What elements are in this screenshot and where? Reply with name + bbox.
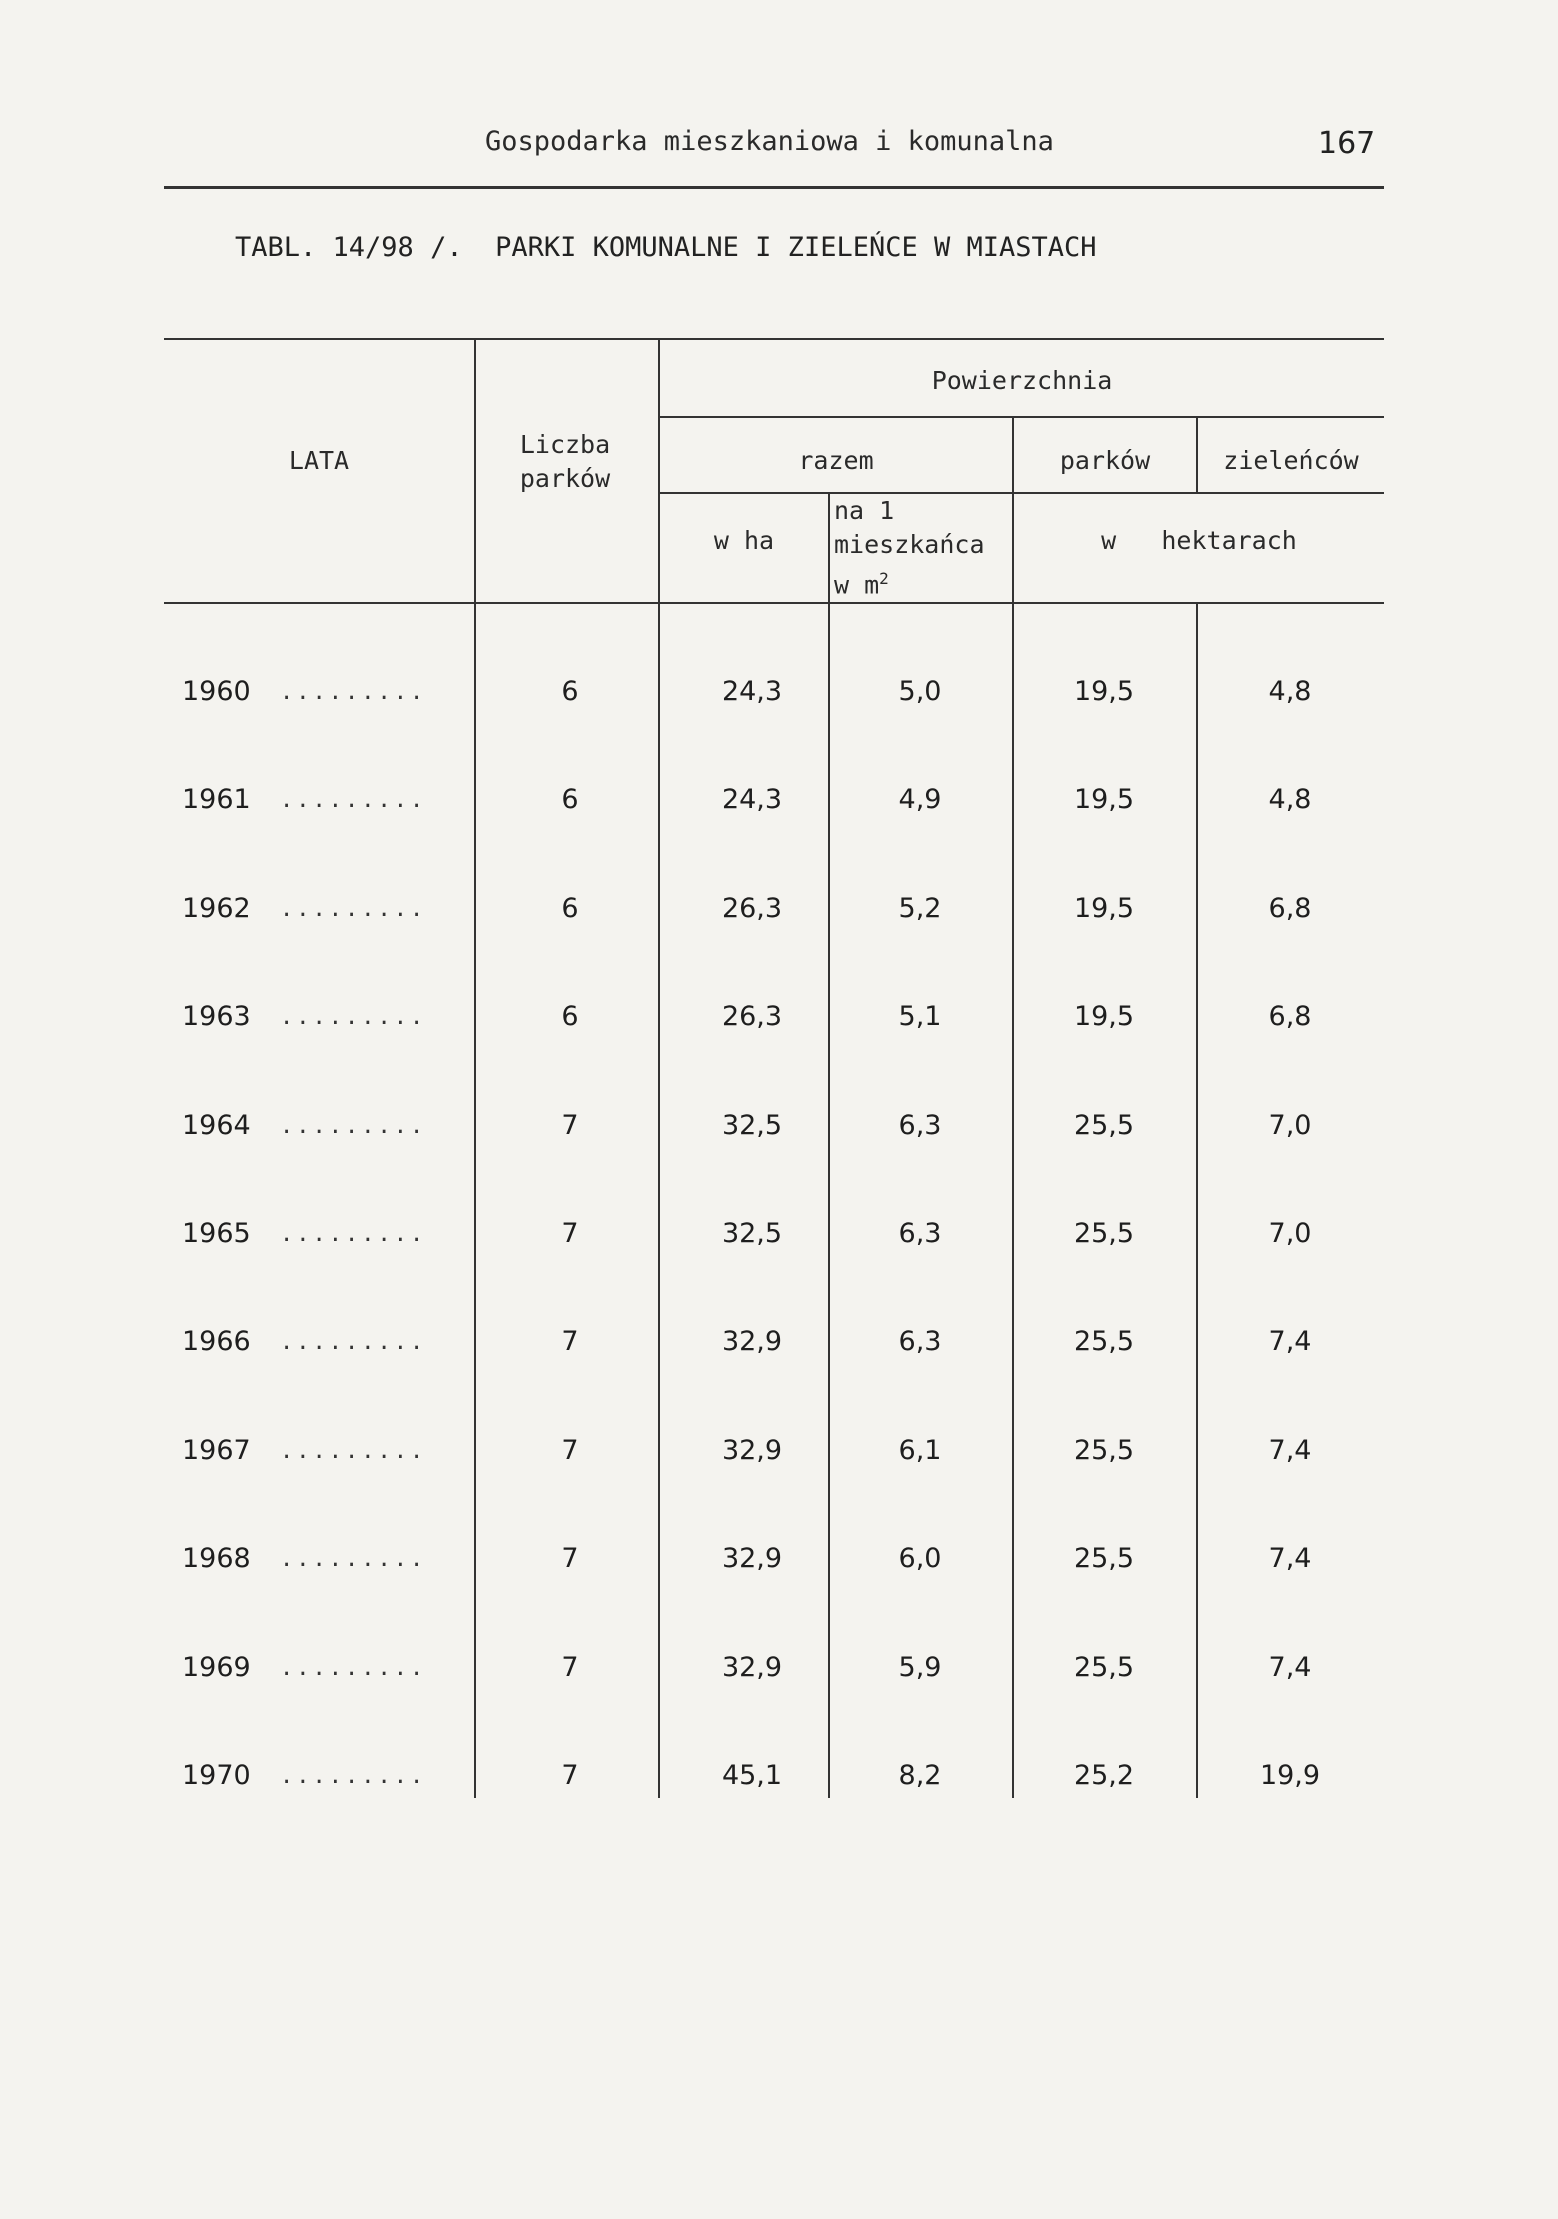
cell-year: 1960 — [182, 676, 251, 707]
header-w-hektarach: w hektarach — [1101, 526, 1297, 555]
leader-dots: ......... — [280, 680, 427, 705]
cell-parkow: 25,5 — [1073, 1218, 1135, 1249]
cell-liczba-parkow: 7 — [561, 1110, 579, 1141]
cell-liczba-parkow: 7 — [561, 1760, 579, 1791]
cell-zielencow: 4,8 — [1268, 676, 1312, 707]
cell-liczba-parkow: 7 — [561, 1543, 579, 1574]
cell-w-ha: 32,5 — [721, 1110, 783, 1141]
leader-dots: ......... — [280, 1547, 427, 1572]
cell-na-1-mieszkanca: 8,2 — [898, 1760, 942, 1791]
header-zielencow: zieleńców — [1223, 446, 1359, 475]
cell-zielencow: 7,0 — [1268, 1110, 1312, 1141]
table-row — [0, 1435, 1558, 1495]
cell-zielencow: 7,0 — [1268, 1218, 1312, 1249]
header-bottom-rule — [164, 602, 1384, 604]
cell-parkow: 19,5 — [1073, 893, 1135, 924]
cell-parkow: 25,5 — [1073, 1326, 1135, 1357]
table-title: TABL. 14/98 /. PARKI KOMUNALNE I ZIELEŃCE W MIASTACH — [235, 232, 1097, 263]
cell-liczba-parkow: 6 — [561, 893, 579, 924]
cell-zielencow: 7,4 — [1268, 1543, 1312, 1574]
cell-parkow: 19,5 — [1073, 784, 1135, 815]
cell-year: 1969 — [182, 1652, 251, 1683]
cell-parkow: 25,5 — [1073, 1543, 1135, 1574]
cell-zielencow: 6,8 — [1268, 893, 1312, 924]
header-parkow: parków — [1059, 446, 1151, 475]
cell-year: 1963 — [182, 1001, 251, 1032]
leader-dots: ......... — [280, 1764, 427, 1789]
table-row — [0, 676, 1558, 736]
cell-year: 1968 — [182, 1543, 251, 1574]
leader-dots: ......... — [280, 788, 427, 813]
table-row — [0, 1652, 1558, 1712]
cell-na-1-mieszkanca: 5,1 — [898, 1001, 942, 1032]
cell-na-1-mieszkanca: 6,3 — [898, 1110, 942, 1141]
cell-zielencow: 7,4 — [1268, 1326, 1312, 1357]
cell-w-ha: 32,9 — [721, 1543, 783, 1574]
cell-na-1-mieszkanca: 6,3 — [898, 1326, 942, 1357]
running-head-title: Gospodarka mieszkaniowa i komunalna — [485, 126, 1054, 157]
cell-liczba-parkow: 6 — [561, 784, 579, 815]
cell-zielencow: 6,8 — [1268, 1001, 1312, 1032]
cell-na-1-mieszkanca: 6,1 — [898, 1435, 942, 1466]
header-liczba-parkow: Liczba parków — [519, 430, 611, 493]
cell-w-ha: 26,3 — [721, 1001, 783, 1032]
col-rule-parkow-body — [1196, 602, 1198, 1798]
header-powierzchnia: Powierzchnia — [931, 366, 1113, 395]
leader-dots: ......... — [280, 1222, 427, 1247]
cell-liczba-parkow: 6 — [561, 1001, 579, 1032]
table-row — [0, 1543, 1558, 1603]
cell-parkow: 25,2 — [1073, 1760, 1135, 1791]
header-na-1-mieszkanca-sup: 2 — [879, 569, 889, 588]
header-lata: LATA — [288, 446, 350, 475]
cell-liczba-parkow: 6 — [561, 676, 579, 707]
leader-dots: ......... — [280, 897, 427, 922]
cell-year: 1964 — [182, 1110, 251, 1141]
powierzchnia-rule — [660, 416, 1384, 418]
table-row — [0, 1110, 1558, 1170]
cell-year: 1962 — [182, 893, 251, 924]
cell-zielencow: 4,8 — [1268, 784, 1312, 815]
cell-w-ha: 32,9 — [721, 1326, 783, 1357]
cell-year: 1967 — [182, 1435, 251, 1466]
cell-w-ha: 32,9 — [721, 1435, 783, 1466]
cell-parkow: 19,5 — [1073, 676, 1135, 707]
table-top-rule — [164, 338, 1384, 340]
cell-zielencow: 7,4 — [1268, 1652, 1312, 1683]
cell-liczba-parkow: 7 — [561, 1218, 579, 1249]
cell-parkow: 25,5 — [1073, 1652, 1135, 1683]
cell-na-1-mieszkanca: 5,0 — [898, 676, 942, 707]
table-row — [0, 1218, 1558, 1278]
cell-year: 1970 — [182, 1760, 251, 1791]
cell-parkow: 25,5 — [1073, 1110, 1135, 1141]
cell-w-ha: 24,3 — [721, 676, 783, 707]
cell-liczba-parkow: 7 — [561, 1435, 579, 1466]
cell-na-1-mieszkanca: 5,2 — [898, 893, 942, 924]
table-row — [0, 893, 1558, 953]
cell-na-1-mieszkanca: 5,9 — [898, 1652, 942, 1683]
page-number: 167 — [1318, 126, 1376, 161]
cell-na-1-mieszkanca: 4,9 — [898, 784, 942, 815]
header-w-ha: w ha — [713, 526, 775, 555]
cell-year: 1966 — [182, 1326, 251, 1357]
cell-year: 1961 — [182, 784, 251, 815]
table-row — [0, 784, 1558, 844]
leader-dots: ......... — [280, 1330, 427, 1355]
header-razem: razem — [798, 446, 874, 475]
leader-dots: ......... — [280, 1439, 427, 1464]
cell-w-ha: 26,3 — [721, 893, 783, 924]
leader-dots: ......... — [280, 1005, 427, 1030]
cell-year: 1965 — [182, 1218, 251, 1249]
header-na-1-mieszkanca — [834, 494, 1004, 602]
cell-parkow: 19,5 — [1073, 1001, 1135, 1032]
table-row — [0, 1326, 1558, 1386]
cell-w-ha: 32,5 — [721, 1218, 783, 1249]
cell-na-1-mieszkanca: 6,3 — [898, 1218, 942, 1249]
cell-parkow: 25,5 — [1073, 1435, 1135, 1466]
cell-na-1-mieszkanca: 6,0 — [898, 1543, 942, 1574]
cell-w-ha: 32,9 — [721, 1652, 783, 1683]
razem-rule — [660, 492, 1384, 494]
cell-zielencow: 7,4 — [1268, 1435, 1312, 1466]
table-row — [0, 1001, 1558, 1061]
table-row — [0, 1760, 1558, 1820]
cell-zielencow: 19,9 — [1259, 1760, 1321, 1791]
cell-w-ha: 24,3 — [721, 784, 783, 815]
leader-dots: ......... — [280, 1114, 427, 1139]
header-na-1-mieszkanca-text: na 1 mieszkańca w m — [834, 496, 985, 600]
cell-liczba-parkow: 7 — [561, 1326, 579, 1357]
leader-dots: ......... — [280, 1656, 427, 1681]
cell-w-ha: 45,1 — [721, 1760, 783, 1791]
cell-liczba-parkow: 7 — [561, 1652, 579, 1683]
